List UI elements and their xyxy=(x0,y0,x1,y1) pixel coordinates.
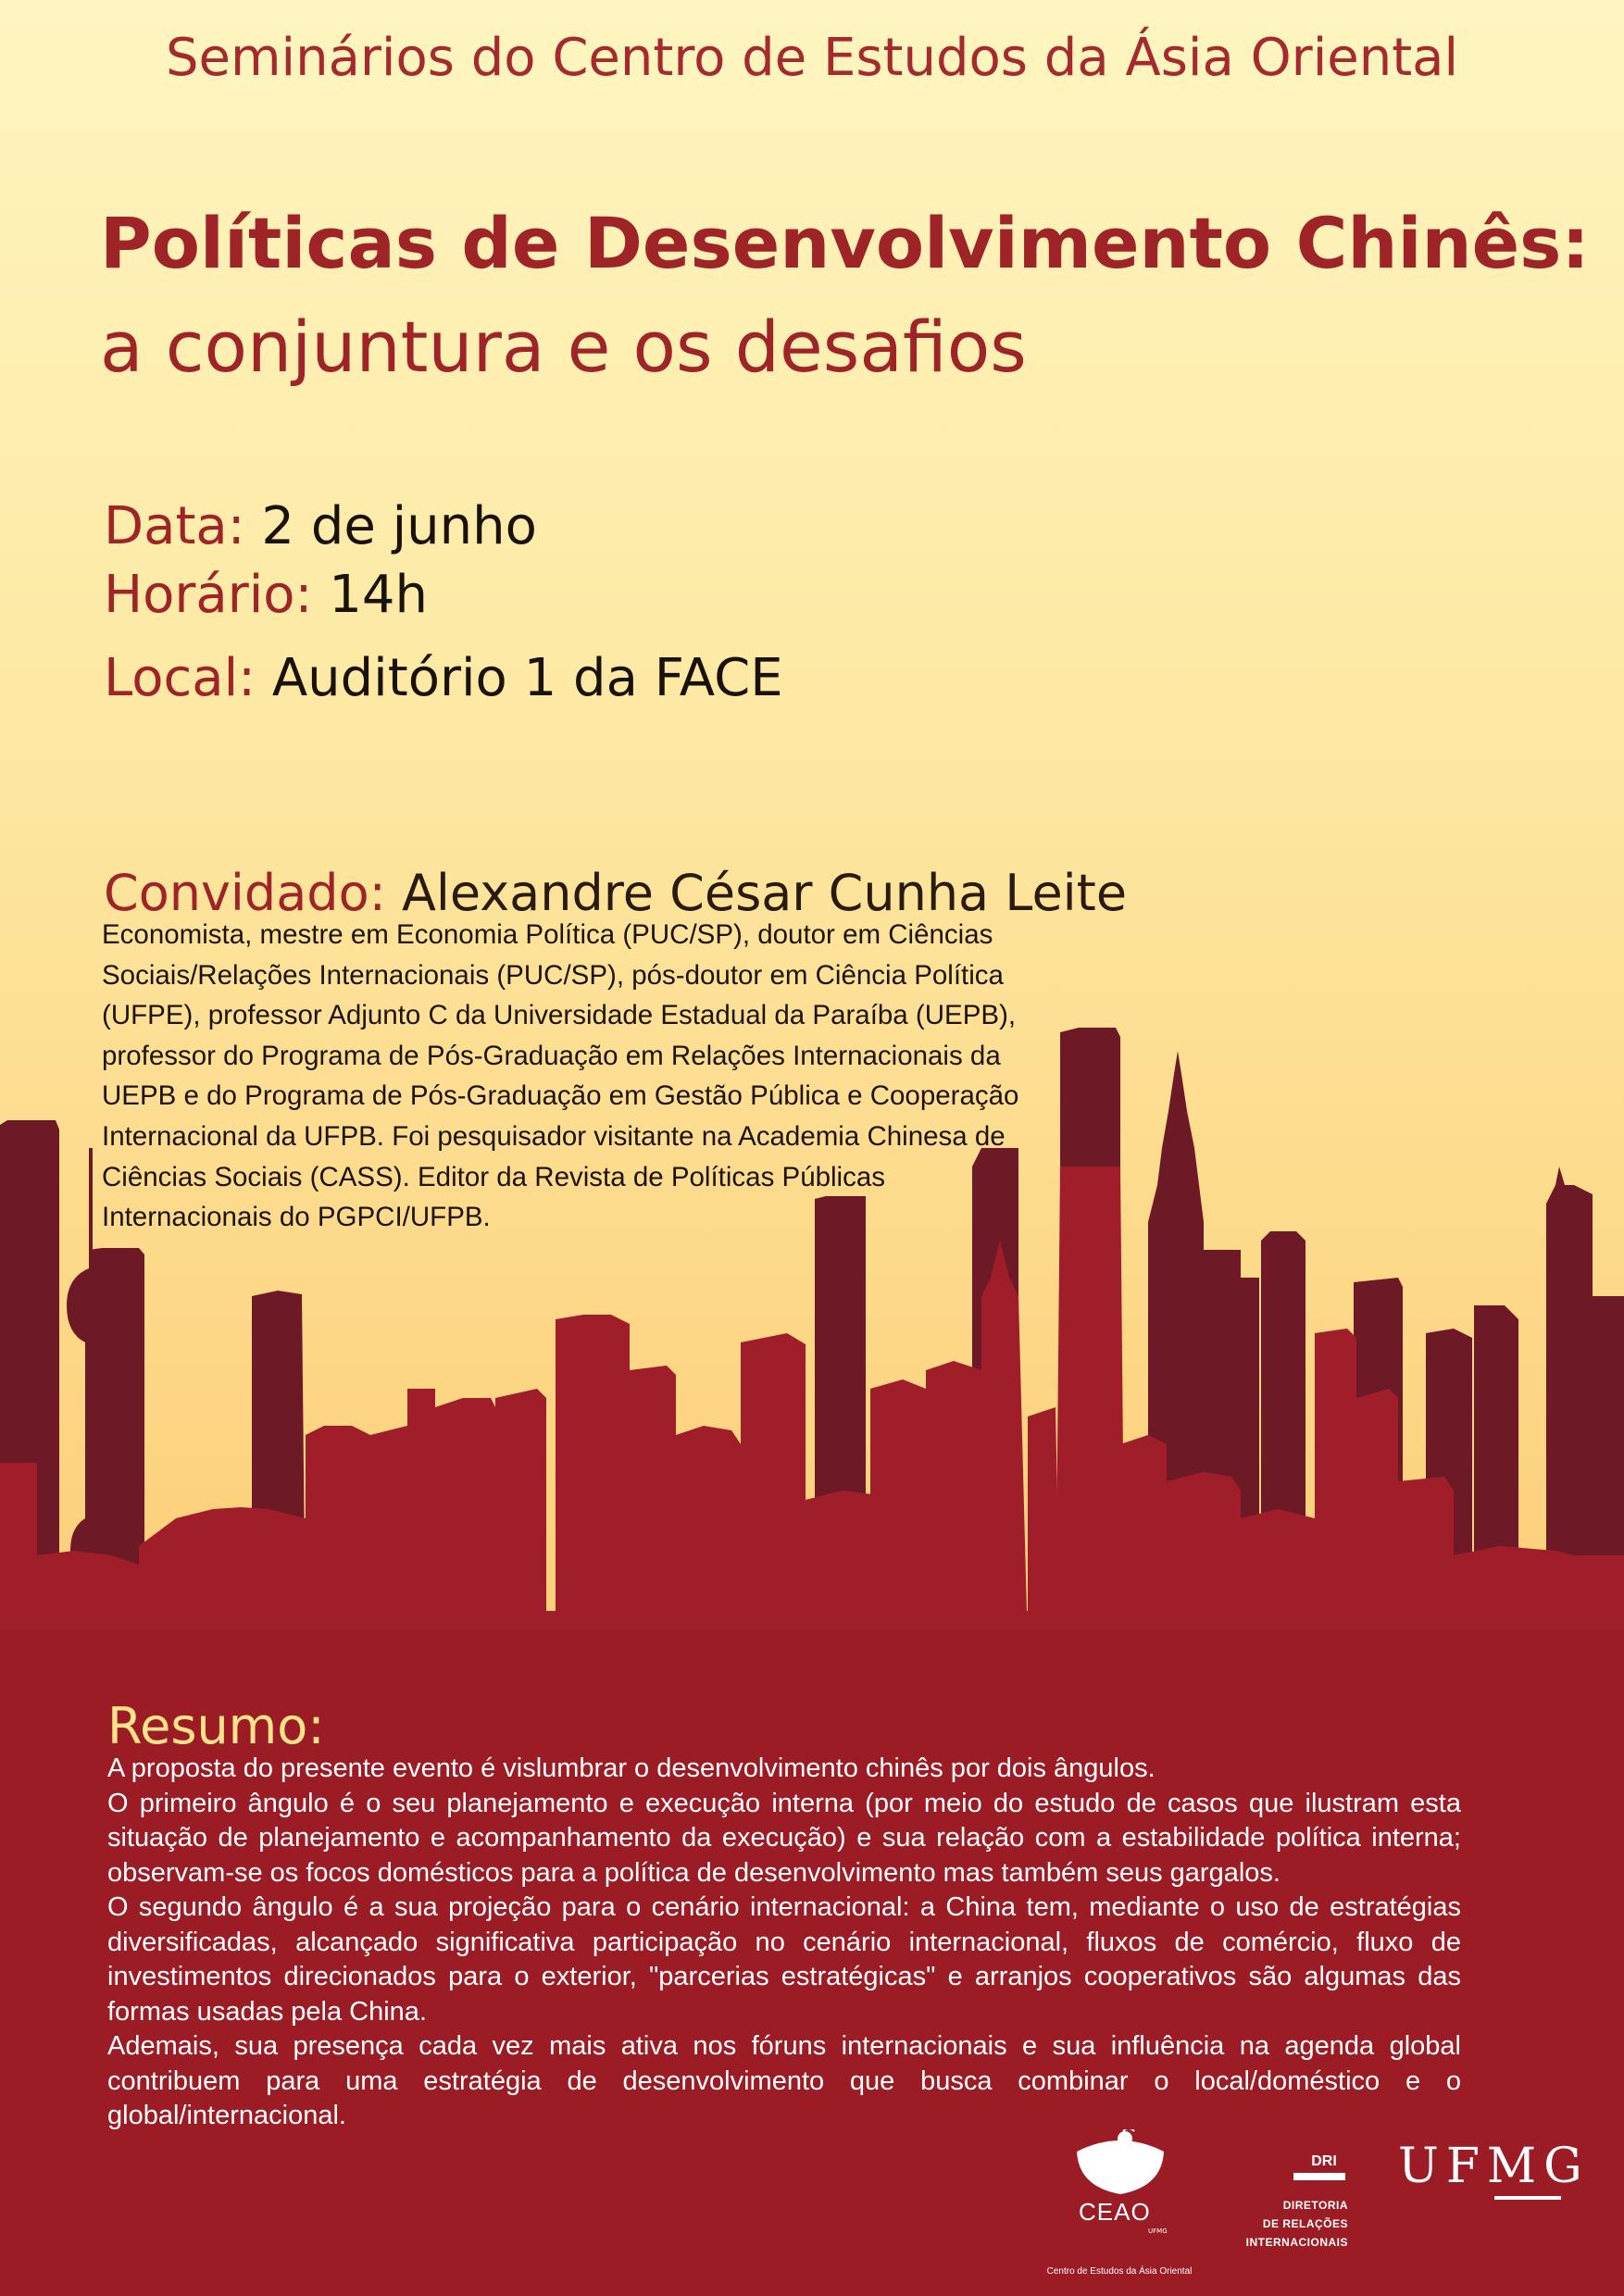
dri-line-1: DIRETORIA xyxy=(1282,2199,1348,2212)
dri-line-3: INTERNACIONAIS xyxy=(1245,2236,1348,2249)
place-label: Local: xyxy=(104,648,256,708)
dri-line-2: DE RELAÇÕES xyxy=(1262,2217,1348,2230)
event-subtitle: a conjuntura e os desafios xyxy=(100,306,1027,388)
ceao-name: CEAO xyxy=(1079,2198,1151,2226)
summary-paragraph: O primeiro ângulo é o seu planejamento e execução interna (por meio do estudo de casos que ilustram esta situação de planejamento e acompanhamento da execução) e sua relação com a estabilidade política interna; observam-se os focos domésticos para a política de desenvolvimento mas também seus gargalos. xyxy=(107,1788,1461,1888)
ufmg-logo: UFMG xyxy=(1398,2139,1590,2194)
time-line xyxy=(104,565,428,626)
dri-name xyxy=(1231,2196,1348,2252)
guest-label: Convidado: xyxy=(104,864,386,922)
place-line xyxy=(104,648,783,709)
series-title: Seminários do Centro de Estudos da Ásia Oriental xyxy=(165,28,1459,88)
summary-paragraph: Ademais, sua presença cada vez mais ativa nos fóruns internacionais e sua influência na agenda global contribuem para uma estratégia de desenvolvimento que busca combinar o local/doméstico e o global/internacional. xyxy=(107,2031,1461,2130)
guest-name: Alexandre César Cunha Leite xyxy=(401,864,1128,922)
time-label: Horário: xyxy=(104,565,313,625)
date-label: Data: xyxy=(104,496,245,556)
summary-paragraph: O segundo ângulo é a sua projeção para o cenário internacional: a China tem, mediante o uso de estratégias diversificadas, alcançado significativa participação no cenário internacional, fluxos de comércio, fluxo de investimentos direcionados para o exterior, "parcerias estratégicas" e arranjos cooperativos são algumas das formas usadas pela China. xyxy=(107,1892,1461,2027)
time-value: 14h xyxy=(329,565,428,625)
summary-text xyxy=(107,1752,1461,2134)
summary-heading: Resumo: xyxy=(107,1697,325,1755)
place-value: Auditório 1 da FACE xyxy=(271,648,783,708)
ceao-sub: UFMG xyxy=(1148,2227,1168,2235)
dri-logo-label: DRI xyxy=(1311,2153,1337,2169)
date-line xyxy=(104,496,537,557)
summary-paragraph: A proposta do presente evento é vislumbrar o desenvolvimento chinês por dois ângulos. xyxy=(107,1753,1156,1783)
date-value: 2 de junho xyxy=(261,496,537,556)
event-title: Políticas de Desenvolvimento Chinês: xyxy=(100,202,1590,284)
guest-bio: Economista, mestre em Economia Política (PUC/SP), doutor em Ciências Sociais/Relações Internacionais (PUC/SP), pós-doutor em Ciência Política (UFPE), professor Adjunto C da Universidade Estadual da Paraíba (UEPB), professor do Programa de Pós-Graduação em Relações Internacionais da UEPB e do Programa de Pós-Graduação em Gestão Pública e Cooperação Internacional da UFPB. Foi pesquisador visitante na Academia Chinesa de Ciências Sociais (CASS). Editor da Revista de Políticas Públicas Internacionais do PGPCI/UFPB. xyxy=(102,919,1019,1233)
logo-row xyxy=(0,2129,1624,2296)
ufmg-logo-bar xyxy=(1494,2196,1561,2200)
dri-logo-bar xyxy=(1293,2173,1345,2180)
ceao-caption: Centro de Estudos da Ásia Oriental xyxy=(1046,2266,1193,2277)
